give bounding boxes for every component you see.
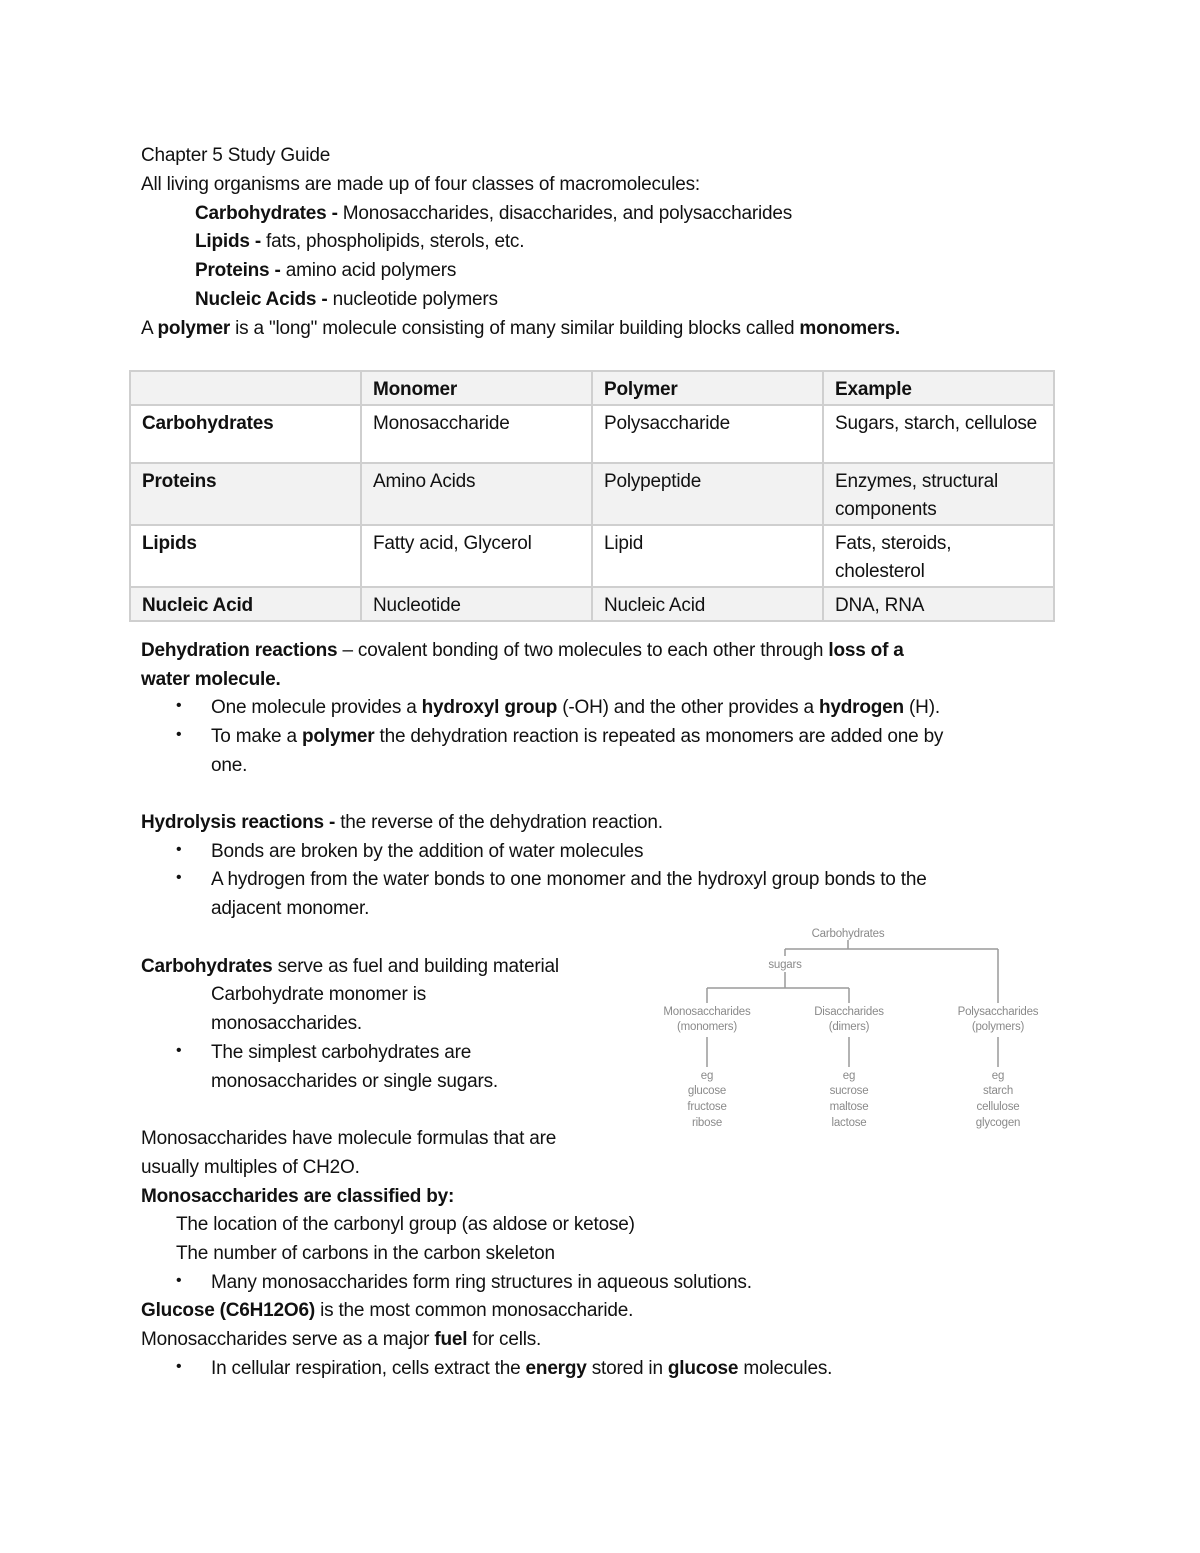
diagram-branch-sub: (polymers) [971, 1021, 1025, 1033]
text: adjacent monomer. [211, 898, 370, 919]
diagram-example: sucrose [829, 1085, 869, 1097]
table-cell: DNA, RNA [823, 587, 1054, 621]
text: To make a [211, 726, 302, 747]
diagram-example: ribose [691, 1117, 723, 1129]
table-cell: Nucleic Acid [592, 587, 823, 621]
text: Carbohydrate monomer is [211, 984, 427, 1005]
diagram-eg: eg [842, 1070, 856, 1082]
table-cell: Amino Acids [361, 463, 592, 525]
text: molecules. [738, 1358, 833, 1379]
text: serve as fuel and building material [272, 956, 559, 977]
text: is a "long" molecule consisting of many similar building blocks called [230, 318, 800, 339]
bold-text: Carbohydrates - [195, 203, 343, 224]
diagram-example: lactose [831, 1117, 867, 1129]
bullet-icon: • [176, 1272, 182, 1289]
diagram-example: glucose [687, 1085, 727, 1097]
diagram-branch-name: Monosaccharides [663, 1006, 751, 1018]
text: is the most common monosaccharide. [315, 1300, 634, 1321]
text: One molecule provides a [211, 697, 422, 718]
table-cell: Lipids [130, 525, 361, 587]
table-cell: Nucleic Acid [130, 587, 361, 621]
text: All living organisms are made up of four classes of macromolecules: [141, 174, 700, 195]
text: for cells. [467, 1329, 542, 1350]
bold-text: polymer [157, 318, 231, 339]
bold-text: Hydrolysis reactions - [141, 812, 341, 833]
diagram-example: starch [982, 1085, 1014, 1097]
diagram-example: maltose [829, 1101, 869, 1113]
bold-text: monomers. [799, 318, 901, 339]
table-cell: Fats, steroids, cholesterol [823, 525, 1054, 587]
text: Monosaccharides, disaccharides, and polysaccharides [342, 203, 792, 224]
text: In cellular respiration, cells extract the [211, 1358, 526, 1379]
diagram-branch-sub: (monomers) [677, 1021, 737, 1033]
text: Chapter 5 Study Guide [141, 145, 331, 166]
text: the reverse of the dehydration reaction. [340, 812, 663, 833]
diagram-eg: eg [700, 1070, 714, 1082]
text: fats, phospholipids, sterols, etc. [266, 231, 525, 252]
text: (H). [903, 697, 940, 718]
bold-text: Dehydration reactions [141, 640, 338, 661]
bullet-icon: • [176, 841, 182, 858]
bold-text: Proteins - [195, 260, 286, 281]
table-header: Example [823, 371, 1054, 405]
diagram-example: fructose [687, 1101, 727, 1113]
bold-text: fuel [434, 1329, 468, 1350]
table-header: Polymer [592, 371, 823, 405]
diagram-root: Carbohydrates [811, 928, 885, 940]
text: A [141, 318, 158, 339]
bold-text: glucose [667, 1358, 739, 1379]
bold-text: hydroxyl group [421, 697, 558, 718]
text: Many monosaccharides form ring structures in aqueous solutions. [211, 1272, 752, 1293]
bold-text: water molecule. [141, 669, 281, 690]
bullet-icon: • [176, 1358, 182, 1375]
diagram-branch-name: Polysaccharides [957, 1006, 1039, 1018]
bold-text: Monosaccharides are classified by: [141, 1186, 455, 1207]
table-cell: Enzymes, structural components [823, 463, 1054, 525]
text: monosaccharides or single sugars. [211, 1071, 498, 1092]
table-cell: Proteins [130, 463, 361, 525]
diagram-example: glycogen [975, 1117, 1021, 1129]
text: (-OH) and the other provides a [557, 697, 819, 718]
table-cell: Nucleotide [361, 587, 592, 621]
bold-text: Carbohydrates [141, 956, 273, 977]
table-header: Monomer [361, 371, 592, 405]
text: nucleotide polymers [332, 289, 498, 310]
text: usually multiples of CH2O. [141, 1157, 360, 1178]
bullet-icon: • [176, 726, 182, 743]
text: Monosaccharides have molecule formulas that are [141, 1128, 557, 1149]
diagram-branch-name: Disaccharides [814, 1006, 884, 1018]
table-cell: Sugars, starch, cellulose [823, 405, 1054, 463]
text: The location of the carbonyl group (as aldose or ketose) [176, 1214, 635, 1235]
text: The number of carbons in the carbon skeleton [176, 1243, 555, 1264]
bold-text: loss of a [828, 640, 904, 661]
bold-text: Glucose (C6H12O6) [141, 1300, 315, 1321]
bullet-icon: • [176, 1042, 182, 1059]
text: monosaccharides. [211, 1013, 362, 1034]
text: amino acid polymers [285, 260, 457, 281]
text: Bonds are broken by the addition of water molecules [211, 841, 644, 862]
table-cell: Monosaccharide [361, 405, 592, 463]
diagram-sugars: sugars [768, 959, 802, 971]
text: one. [211, 755, 248, 776]
diagram-branch-sub: (dimers) [828, 1021, 870, 1033]
bold-text: polymer [301, 726, 375, 747]
bold-text: energy [525, 1358, 587, 1379]
table-cell: Polysaccharide [592, 405, 823, 463]
bullet-icon: • [176, 869, 182, 886]
table-cell: Lipid [592, 525, 823, 587]
text: The simplest carbohydrates are [211, 1042, 472, 1063]
text: – covalent bonding of two molecules to each other through [337, 640, 829, 661]
bold-text: Nucleic Acids - [195, 289, 333, 310]
diagram-eg: eg [991, 1070, 1005, 1082]
text: A hydrogen from the water bonds to one monomer and the hydroxyl group bonds to the [211, 869, 927, 890]
bullet-icon: • [176, 697, 182, 714]
diagram-connectors [707, 940, 998, 1067]
text: the dehydration reaction is repeated as monomers are added one by [374, 726, 944, 747]
table-cell: Polypeptide [592, 463, 823, 525]
bold-text: Lipids - [195, 231, 267, 252]
diagram-example: cellulose [976, 1101, 1020, 1113]
table-cell: Fatty acid, Glycerol [361, 525, 592, 587]
bold-text: hydrogen [819, 697, 904, 718]
table-cell: Carbohydrates [130, 405, 361, 463]
text: Monosaccharides serve as a major [141, 1329, 435, 1350]
text: stored in [586, 1358, 668, 1379]
